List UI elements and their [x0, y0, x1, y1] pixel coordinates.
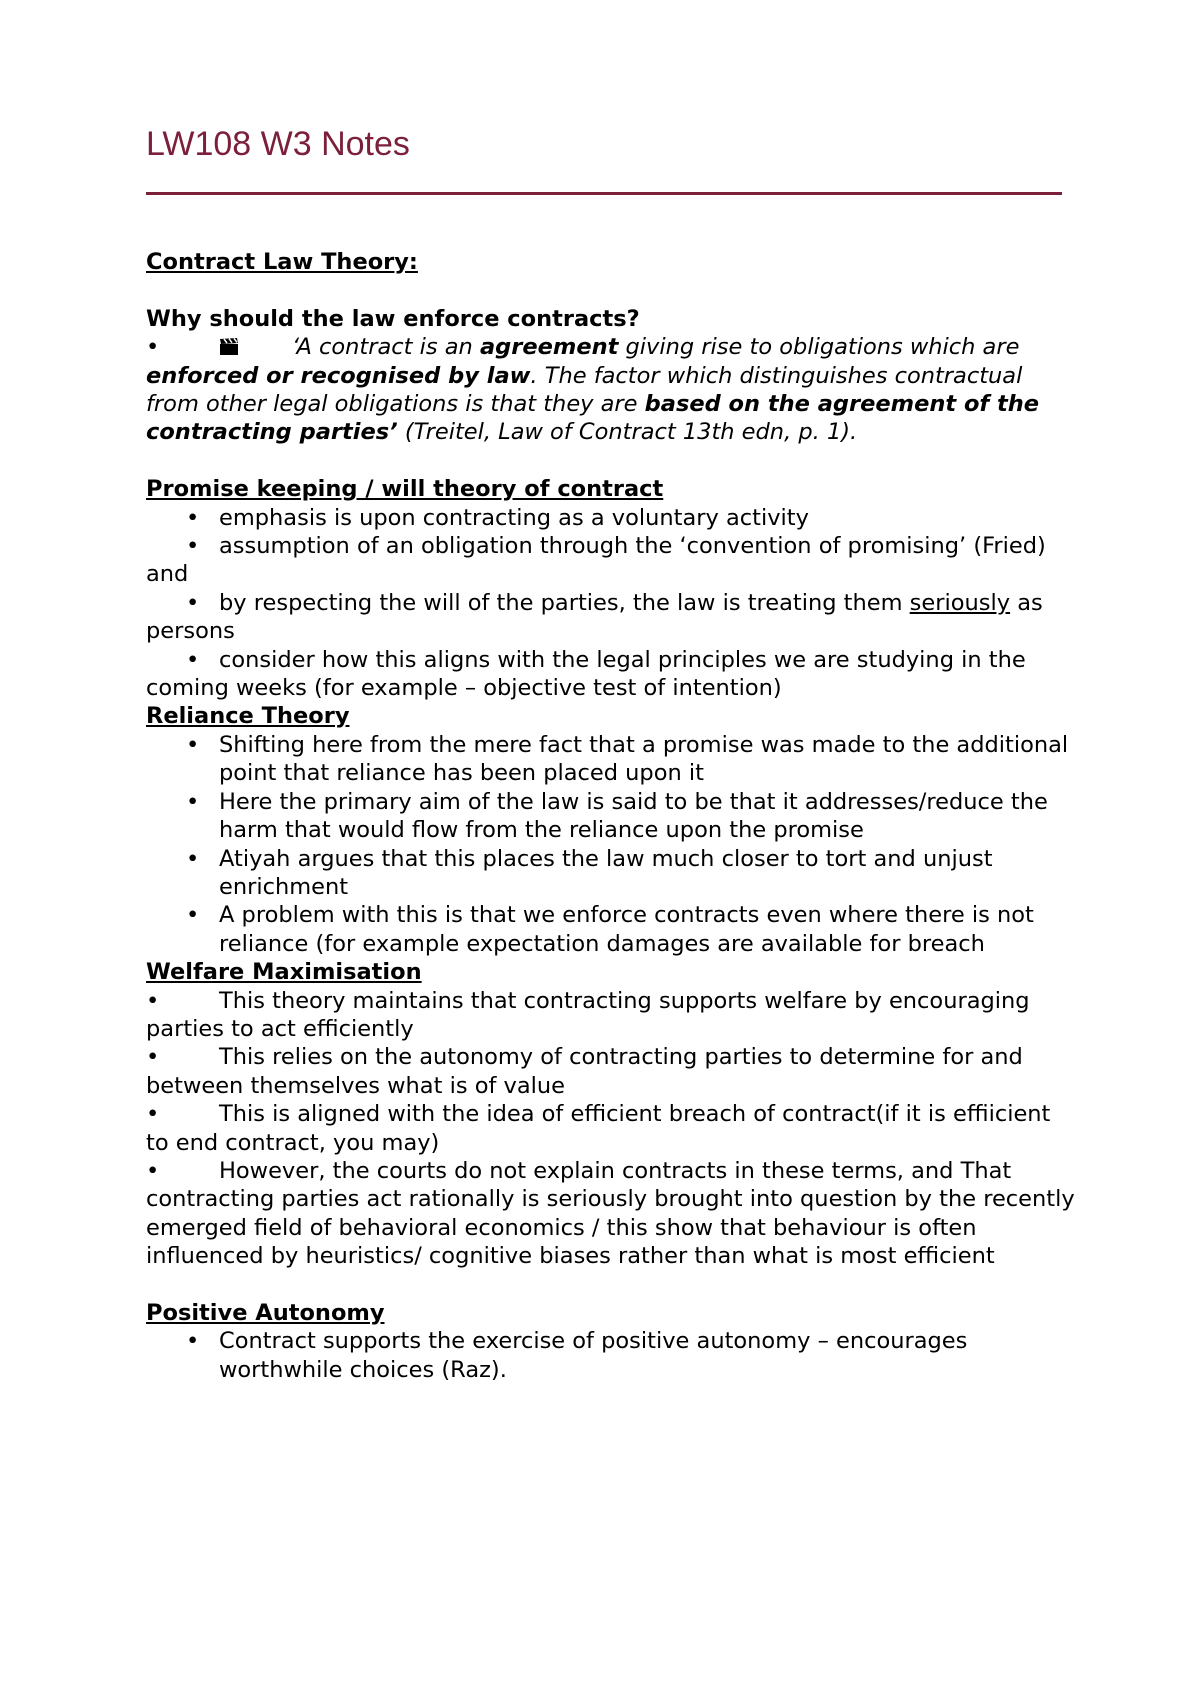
- quote-text: giving rise to obligations which are: [618, 334, 1020, 361]
- bullet-marker: •: [186, 589, 200, 616]
- list-item-text: However, the courts do not explain contracts in these terms, and That contracting parties act rationally is seriously brought into question by the recently emerged field of behavioral economics / this show that behaviour is often influenced by heuristics/ cognitive biases rather than what is most efficient: [146, 1157, 1075, 1270]
- bullet-marker: •: [146, 1044, 160, 1071]
- list-item-text: Here the primary aim of the law is said to be that it addresses/reduce the harm that would flow from the reliance upon the promise: [219, 788, 1048, 844]
- clapperboard-icon: [219, 333, 292, 361]
- question-heading: Why should the law enforce contracts?: [146, 305, 640, 332]
- bullet-marker: •: [186, 788, 200, 815]
- list-item-text: A problem with this is that we enforce contracts even where there is not reliance (for example expectation damages are available for breach: [219, 902, 1034, 957]
- bullet-marker: •: [146, 987, 160, 1014]
- title-underline-rule: [146, 192, 1062, 195]
- section-heading-contract-law-theory: Contract Law Theory:: [146, 249, 418, 275]
- bullet-marker: •: [146, 334, 160, 361]
- list-item-text: emphasis is upon contracting as a voluntary activity: [219, 504, 809, 531]
- list-item: [146, 731, 1076, 788]
- quote-text: ‘A contract is an: [292, 334, 480, 361]
- list-item: [146, 1327, 1076, 1384]
- document-body: [146, 248, 1076, 1384]
- underlined-word: seriously: [909, 589, 1011, 616]
- bullet-marker: •: [186, 902, 200, 929]
- blank-line: [146, 1271, 1076, 1299]
- section-heading-reliance-theory: Reliance Theory: [146, 703, 350, 730]
- blank-line: [146, 447, 1076, 475]
- list-item: [146, 901, 1076, 958]
- bullet-marker: •: [186, 1328, 200, 1355]
- bullet-marker: •: [146, 1157, 160, 1184]
- bullet-marker: •: [186, 845, 200, 872]
- section-heading-positive-autonomy: Positive Autonomy: [146, 1299, 385, 1326]
- treitel-quote-paragraph: [146, 333, 1076, 447]
- list-item-text: by respecting the will of the parties, the law is treating them: [219, 589, 910, 616]
- section-heading-welfare-maximisation: Welfare Maximisation: [146, 959, 422, 986]
- list-item-text: Atiyah argues that this places the law much closer to tort and unjust enrichment: [219, 845, 993, 900]
- list-item: [146, 987, 1076, 1044]
- list-item-text: Shifting here from the mere fact that a promise was made to the additional point that reliance has been placed upon it: [219, 731, 1069, 787]
- list-item-text: Contract supports the exercise of positive autonomy – encourages worthwhile choices (Raz).: [219, 1328, 968, 1383]
- list-item: [146, 589, 1076, 646]
- list-item: [146, 1043, 1076, 1100]
- list-item: [146, 788, 1076, 845]
- list-item: [146, 1157, 1076, 1271]
- list-item-text: assumption of an obligation through the ‘convention of promising’ (Fried) and: [146, 533, 1046, 588]
- list-item-text: This relies on the autonomy of contracting parties to determine for and between themselves what is of value: [146, 1044, 1023, 1099]
- list-item-text: consider how this aligns with the legal principles we are studying in the coming weeks (for example – objective test of intention): [146, 646, 1026, 702]
- list-item-text: This theory maintains that contracting supports welfare by encouraging parties to act efficiently: [146, 987, 1030, 1042]
- bullet-marker: •: [186, 533, 200, 560]
- bullet-marker: •: [186, 504, 200, 531]
- bullet-marker: •: [146, 1101, 160, 1128]
- quote-emphasis: agreement: [479, 334, 619, 361]
- section-heading-promise-keeping: Promise keeping / will theory of contract: [146, 476, 664, 503]
- list-item: [146, 845, 1076, 902]
- bullet-marker: •: [186, 731, 200, 758]
- list-item-text: as persons: [146, 589, 1043, 645]
- blank-line: [146, 276, 1076, 304]
- list-item: [146, 504, 1076, 532]
- quote-citation: (Treitel, Law of Contract 13th edn, p. 1).: [397, 419, 858, 446]
- list-item: [146, 532, 1076, 589]
- quote-emphasis: enforced or recognised by law: [146, 362, 531, 389]
- document-title: LW108 W3 Notes: [146, 125, 410, 163]
- quote-text: . The factor which distinguishes contractual from other legal obligations is that they are: [146, 362, 1023, 418]
- list-item: [146, 646, 1076, 703]
- list-item: [146, 1100, 1076, 1157]
- quote-emphasis: based on the agreement of the contracting parties’: [146, 391, 1040, 446]
- list-item-text: This is aligned with the idea of efficient breach of contract(if it is effiicient to end contract, you may): [146, 1101, 1051, 1156]
- bullet-marker: •: [186, 646, 200, 673]
